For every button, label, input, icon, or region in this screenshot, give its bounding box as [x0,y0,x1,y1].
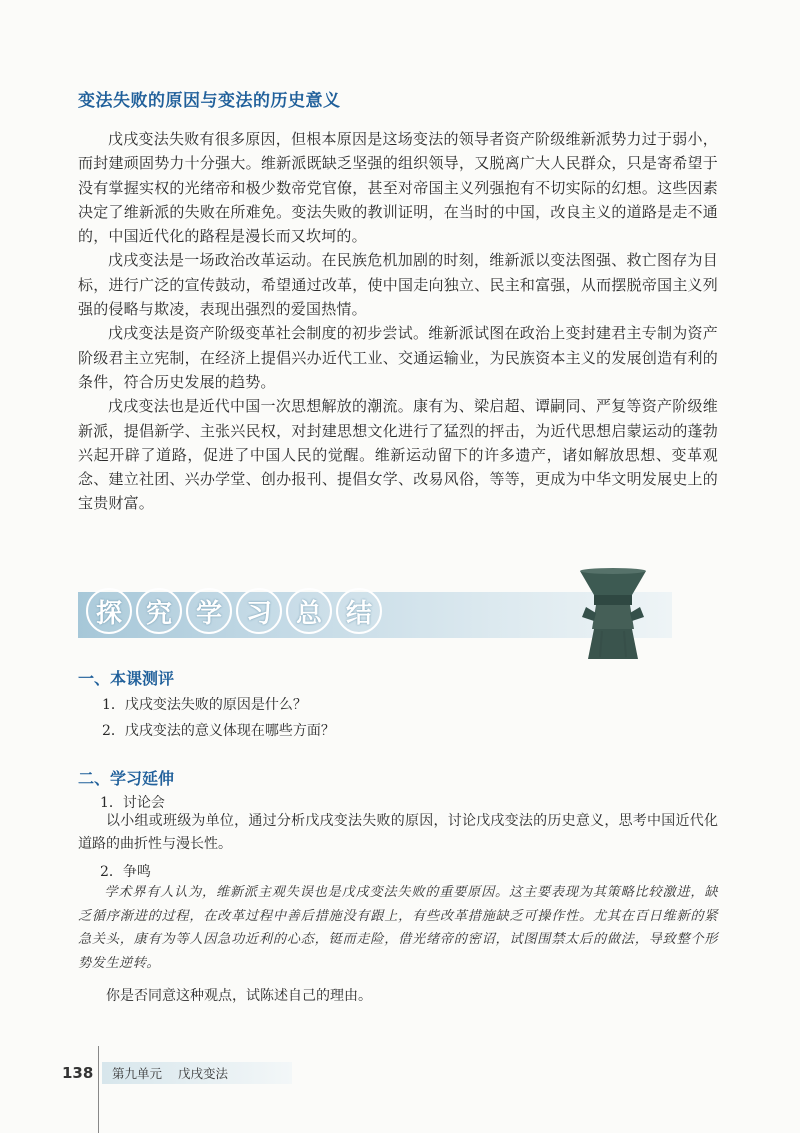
body-text [78,127,718,516]
footer-unit-title: 戊戌变法 [178,1066,229,1081]
page-number: 138 [62,1064,94,1082]
question-item: 1．戊戌变法失败的原因是什么？ [102,697,307,713]
footer-unit: 第九单元 [112,1066,163,1081]
banner-char: 究 [136,588,182,634]
part2-title: 二、学习延伸 [78,769,175,788]
summary-banner-title [86,588,382,634]
section-title: 变法失败的原因与变法的历史意义 [78,91,341,111]
banner-char: 总 [286,588,332,634]
bronze-vessel-icon [572,565,654,663]
banner-char: 学 [186,588,232,634]
paragraph: 戊戌变法是一场政治改革运动。在民族危机加剧的时刻，维新派以变法图强、救亡图存为目标，进行广泛的宣传鼓动，希望通过改革，使中国走向独立、民主和富强，从而摆脱帝国主义列强的侵略与欺凌，表现出强烈的爱国热情。 [78,251,718,319]
banner-char: 结 [336,588,382,634]
debate-prompt: 你是否同意这种观点，试陈述自己的理由。 [106,988,372,1004]
item-label: 2．争鸣 [100,864,151,880]
footer-divider [98,1046,99,1133]
paragraph: 戊戌变法是资产阶级变革社会制度的初步尝试。维新派试图在政治上变封建君主专制为资产阶级君主立宪制，在经济上提倡兴办近代工业、交通运输业，为民族资本主义的发展创造有利的条件，符合历史发展的趋势。 [78,324,718,391]
item-label: 1．讨论会 [100,795,165,811]
discussion-text: 以小组或班级为单位，通过分析戊戌变法失败的原因，讨论戊戌变法的历史意义，思考中国近代化道路的曲折性与漫长性。 [78,813,718,852]
paragraph: 戊戌变法也是近代中国一次思想解放的潮流。康有为、梁启超、谭嗣同、严复等资产阶级维新派，提倡新学、主张兴民权，对封建思想文化进行了猛烈的抨击，为近代思想启蒙运动的蓬勃兴起开辟了道路，促进了中国人民的觉醒。维新运动留下的许多遗产，诸如解放思想、变革观念、建立社团、兴办学堂、创办报刊、提倡女学、改易风俗，等等，更成为中华文明发展史上的宝贵财富。 [78,397,718,513]
banner-char: 习 [236,588,282,634]
part1-title: 一、本课测评 [78,669,175,688]
paragraph: 戊戌变法失败有很多原因，但根本原因是这场变法的领导者资产阶级维新派势力过于弱小，而封建顽固势力十分强大。维新派既缺乏坚强的组织领导，又脱离广大人民群众，只是寄希望于没有掌握实权的光绪帝和极少数帝党官僚，甚至对帝国主义列强抱有不切实际的幻想。这些因素决定了维新派的失败在所难免。变法失败的教训证明，在当时的中国，改良主义的道路是走不通的，中国近代化的路程是漫长而又坎坷的。 [78,130,718,246]
debate-quote: 学术界有人认为，维新派主观失误也是戊戌变法失败的重要原因。这主要表现为其策略比较激进，缺乏循序渐进的过程，在改革过程中善后措施没有跟上，有些改革措施缺乏可操作性。尤其在百日维新的紧急关头，康有为等人因急功近利的心态，铤而走险，借光绪帝的密诏，试图围禁太后的做法，导致整个形势发生逆转。 [78,885,718,971]
footer-unit-tab [102,1062,292,1084]
question-item: 2．戊戌变法的意义体现在哪些方面？ [102,723,335,739]
banner-char: 探 [86,588,132,634]
